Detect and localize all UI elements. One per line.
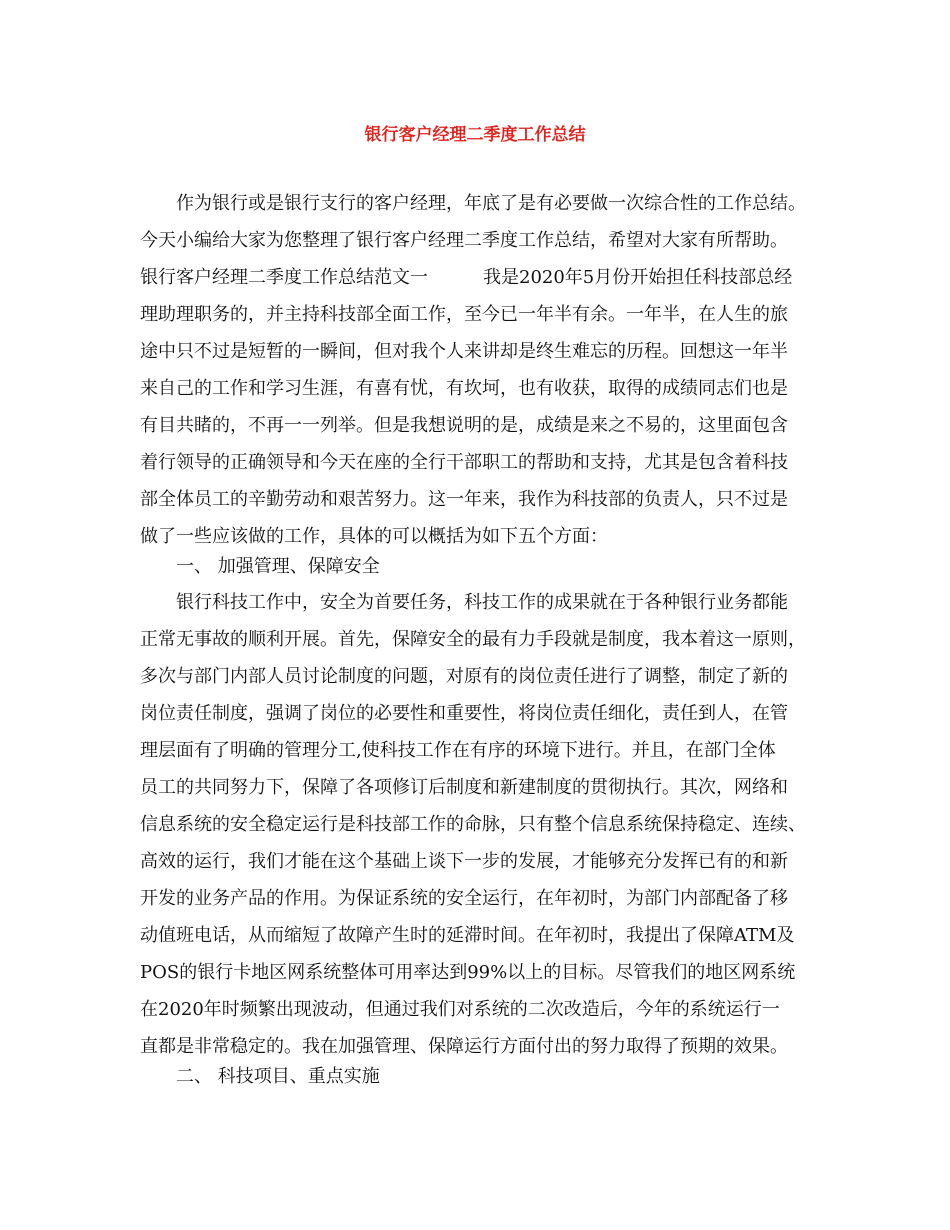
section2-heading: 二、 科技项目、重点实施 [176, 1066, 380, 1087]
paragraph1-line: 着行领导的正确领导和今天在座的全行干部职工的帮助和支持，尤其是包含着科技 [140, 452, 788, 473]
section1-line: POS的银行卡地区网系统整体可用率达到99%以上的目标。尽管我们的地区网系统 [140, 962, 796, 983]
section1-heading: 一、 加强管理、保障安全 [176, 556, 380, 577]
section1-line: 直都是非常稳定的。我在加强管理、保障运行方面付出的努力取得了预期的效果。 [140, 1036, 788, 1057]
paragraph1-line: 部全体员工的辛勤劳动和艰苦努力。这一年来，我作为科技部的负责人，只不过是 [140, 489, 788, 510]
intro-line-1: 作为银行或是银行支行的客户经理，年底了是有必要做一次综合性的工作总结。 [176, 193, 806, 214]
paragraph1-line: 有目共睹的，不再一一列举。但是我想说明的是，成绩是来之不易的，这里面包含 [140, 415, 788, 436]
sample-heading: 银行客户经理二季度工作总结范文一 [140, 267, 428, 288]
section1-line: 信息系统的安全稳定运行是科技部工作的命脉，只有整个信息系统保持稳定、连续、 [140, 814, 806, 835]
section1-line: 多次与部门内部人员讨论制度的问题，对原有的岗位责任进行了调整，制定了新的 [140, 666, 788, 687]
sample-first-line: 我是2020年5月份开始担任科技部总经 [483, 267, 793, 288]
paragraph1-line: 理助理职务的，并主持科技部全面工作，至今已一年半有余。一年半，在人生的旅 [140, 304, 788, 325]
section1-line: 动值班电话，从而缩短了故障产生时的延滞时间。在年初时，我提出了保障ATM及 [140, 925, 795, 946]
intro-line-2: 今天小编给大家为您整理了银行客户经理二季度工作总结，希望对大家有所帮助。 [140, 230, 788, 251]
section1-line: 员工的共同努力下，保障了各项修订后制度和新建制度的贯彻执行。其次，网络和 [140, 777, 788, 798]
section1-line: 开发的业务产品的作用。为保证系统的安全运行，在年初时，为部门内部配备了移 [140, 888, 788, 909]
document-title: 银行客户经理二季度工作总结 [364, 125, 586, 145]
section1-line: 岗位责任制度，强调了岗位的必要性和重要性，将岗位责任细化，责任到人，在管 [140, 703, 788, 724]
section1-line: 理层面有了明确的管理分工,使科技工作在有序的环境下进行。并且，在部门全体 [140, 740, 776, 761]
section1-line: 银行科技工作中，安全为首要任务，科技工作的成果就在于各种银行业务都能 [176, 592, 788, 613]
paragraph1-line: 做了一些应该做的工作，具体的可以概括为如下五个方面： [140, 526, 608, 547]
paragraph1-line: 来自己的工作和学习生涯，有喜有忧，有坎坷，也有收获，取得的成绩同志们也是 [140, 378, 788, 399]
section1-line: 在2020年时频繁出现波动，但通过我们对系统的二次改造后，今年的系统运行一 [140, 999, 780, 1020]
section1-line: 高效的运行，我们才能在这个基础上谈下一步的发展，才能够充分发挥已有的和新 [140, 851, 788, 872]
paragraph1-line: 途中只不过是短暂的一瞬间，但对我个人来讲却是终生难忘的历程。回想这一年半 [140, 341, 788, 362]
section1-line: 正常无事故的顺利开展。首先，保障安全的最有力手段就是制度，我本着这一原则， [140, 629, 806, 650]
